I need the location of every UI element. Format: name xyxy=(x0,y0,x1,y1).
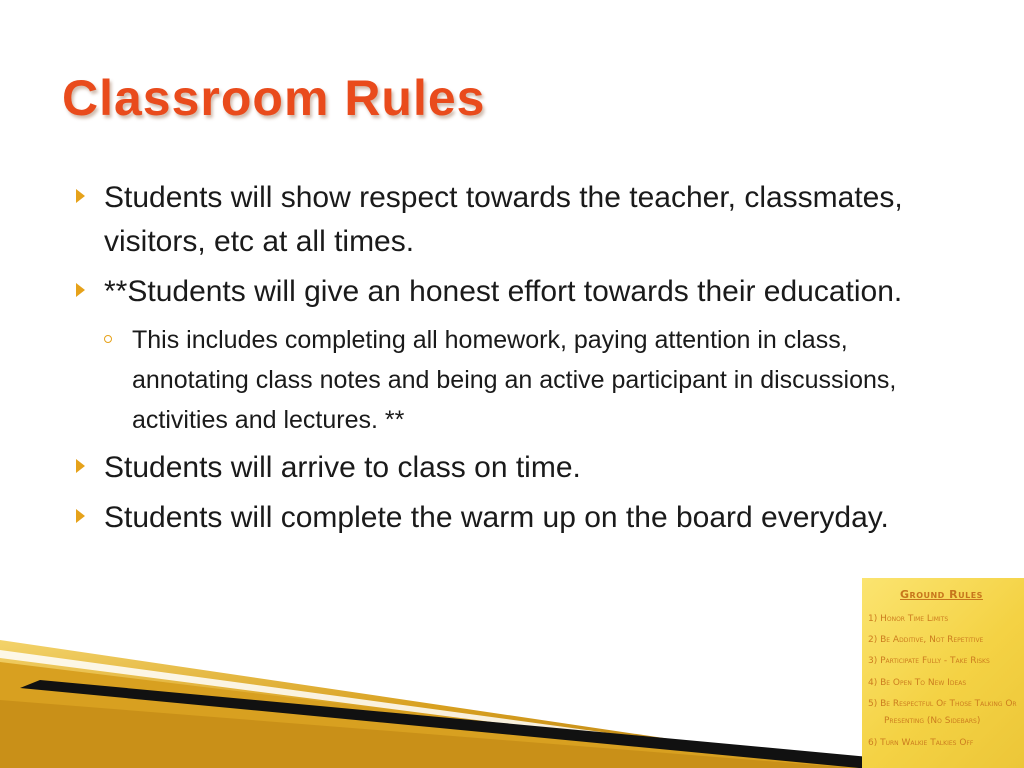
bullet-text: Students will arrive to class on time. xyxy=(104,451,581,484)
arrow-bullet-icon xyxy=(76,509,85,523)
ground-rules-note-image xyxy=(862,578,1024,768)
note-line: 2) Be Additive, Not Repetitive xyxy=(868,635,984,645)
arrow-bullet-icon xyxy=(76,459,85,473)
arrow-bullet-icon xyxy=(76,189,85,203)
bullet-item xyxy=(72,270,952,314)
note-line: 5) Be Respectful Of Those Talking Or xyxy=(868,699,1017,709)
note-line: 6) Turn Walkie Talkies Off xyxy=(868,738,974,748)
slide-title: Classroom Rules xyxy=(62,70,486,126)
bullet-list xyxy=(72,176,952,546)
note-line: Presenting (No Sidebars) xyxy=(884,716,981,726)
bullet-text: Students will show respect towards the teacher, classmates, visitors, etc at all times. xyxy=(104,181,903,258)
sub-bullet-text: This includes completing all homework, paying attention in class, annotating class notes and being an active participant in discussions, activities and lectures. ** xyxy=(132,326,897,434)
note-line: 3) Participate Fully - Take Risks xyxy=(868,656,990,666)
note-line: 4) Be Open To New Ideas xyxy=(868,678,967,688)
decorative-stripe xyxy=(0,640,880,768)
bullet-item xyxy=(72,176,952,264)
circle-bullet-icon xyxy=(104,335,112,343)
bullet-item xyxy=(72,446,952,490)
bullet-text: Students will complete the warm up on the board everyday. xyxy=(104,501,889,534)
sub-bullet-item xyxy=(72,320,952,440)
note-line: 1) Honor Time Limits xyxy=(868,614,949,624)
arrow-bullet-icon xyxy=(76,283,85,297)
bullet-item xyxy=(72,496,952,540)
bullet-text: **Students will give an honest effort towards their education. xyxy=(104,275,903,308)
note-title: Ground Rules xyxy=(900,588,983,601)
